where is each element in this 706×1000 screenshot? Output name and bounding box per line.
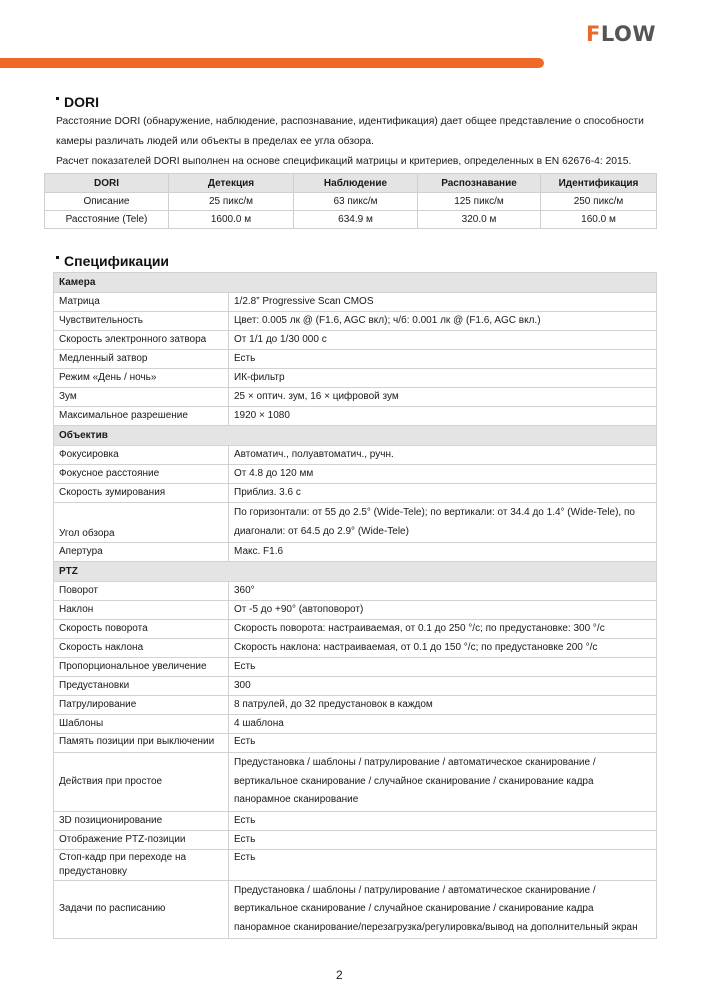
spec-key: Действия при простое (54, 753, 229, 812)
spec-value: От 1/1 до 1/30 000 с (229, 331, 657, 350)
section-header-row (54, 562, 657, 582)
spec-key: Память позиции при выключении (54, 734, 229, 753)
table-row (54, 696, 657, 715)
spec-value: Предустановка / шаблоны / патрулирование / автоматическое сканирование / вертикальное сканирование / случайное сканирование / сканирование кадра панорамное сканирование/перезагрузка/регулировка/вывод на дополнительный экран (229, 880, 657, 939)
table-row (54, 601, 657, 620)
spec-value: От -5 до +90° (автоповорот) (229, 601, 657, 620)
dori-intro-paragraph: Расчет показателей DORI выполнен на основе спецификаций матрицы и критериев, определенных в EN 62676-4: 2015. (56, 156, 632, 167)
spec-key: 3D позиционирование (54, 811, 229, 830)
section-header-row (54, 273, 657, 293)
spec-key: Шаблоны (54, 715, 229, 734)
spec-key: Медленный затвор (54, 350, 229, 369)
dori-cell: 125 пикс/м (418, 193, 541, 211)
table-row (54, 350, 657, 369)
spec-key: Скорость зумирования (54, 484, 229, 503)
dori-cell: 63 пикс/м (294, 193, 418, 211)
specs-heading-text: Спецификации (64, 253, 170, 269)
spec-key: Патрулирование (54, 696, 229, 715)
table-row (54, 312, 657, 331)
bullet-square-icon (56, 256, 59, 259)
dori-cell: 1600.0 м (169, 211, 294, 229)
table-row (54, 465, 657, 484)
dori-header-row (45, 174, 657, 193)
spec-value: Цвет: 0.005 лк @ (F1.6, AGC вкл); ч/б: 0.001 лк @ (F1.6, AGC вкл.) (229, 312, 657, 331)
spec-value: Макс. F1.6 (229, 543, 657, 562)
table-row (54, 849, 657, 880)
logo-letters: LOW (600, 22, 657, 46)
spec-key: Фокусировка (54, 446, 229, 465)
table-row (54, 543, 657, 562)
table-row (54, 484, 657, 503)
spec-key: Чувствительность (54, 312, 229, 331)
dori-header-cell: DORI (45, 174, 169, 193)
table-row (54, 446, 657, 465)
flow-logo (586, 22, 656, 46)
dori-header-cell: Распознавание (418, 174, 541, 193)
table-row (45, 211, 657, 229)
table-row (54, 639, 657, 658)
table-row (54, 677, 657, 696)
table-row (54, 293, 657, 312)
section-title: Объектив (54, 426, 657, 446)
spec-value: Есть (229, 830, 657, 849)
spec-key: Предустановки (54, 677, 229, 696)
table-row (54, 734, 657, 753)
table-row (45, 193, 657, 211)
spec-value: 300 (229, 677, 657, 696)
dori-header-cell: Детекция (169, 174, 294, 193)
spec-value: Есть (229, 811, 657, 830)
table-row (54, 620, 657, 639)
table-row (54, 331, 657, 350)
dori-intro-paragraph: Расстояние DORI (обнаружение, наблюдение, распознавание, идентификация) дает общее представление о способности камеры различать людей или объекты в пределах ее угла обзора. (56, 116, 644, 147)
spec-value: Скорость поворота: настраиваемая, от 0.1 до 250 °/с; по предустановке: 300 °/с (229, 620, 657, 639)
dori-cell: Расстояние (Tele) (45, 211, 169, 229)
table-row (54, 658, 657, 677)
dori-heading (56, 94, 99, 110)
dori-heading-text: DORI (64, 94, 99, 110)
spec-key: Матрица (54, 293, 229, 312)
spec-value: Скорость наклона: настраиваемая, от 0.1 до 150 °/с; по предустановке 200 °/с (229, 639, 657, 658)
dori-cell: 634.9 м (294, 211, 418, 229)
spec-key: Пропорциональное увеличение (54, 658, 229, 677)
spec-value: От 4.8 до 120 мм (229, 465, 657, 484)
spec-value: Автоматич., полуавтоматич., ручн. (229, 446, 657, 465)
section-title: Камера (54, 273, 657, 293)
table-row (54, 369, 657, 388)
spec-key: Апертура (54, 543, 229, 562)
dori-intro (56, 112, 676, 172)
spec-key: Стоп-кадр при переходе на предустановку (54, 849, 229, 880)
spec-key: Зум (54, 388, 229, 407)
spec-value: 1920 × 1080 (229, 407, 657, 426)
dori-cell: 160.0 м (541, 211, 657, 229)
dori-cell: 320.0 м (418, 211, 541, 229)
spec-value: Приблиз. 3.6 с (229, 484, 657, 503)
table-row (54, 811, 657, 830)
table-row (54, 407, 657, 426)
section-title: PTZ (54, 562, 657, 582)
dori-cell: 25 пикс/м (169, 193, 294, 211)
spec-key: Наклон (54, 601, 229, 620)
spec-value: 8 патрулей, до 32 предустановок в каждом (229, 696, 657, 715)
spec-key: Фокусное расстояние (54, 465, 229, 484)
spec-value: Предустановка / шаблоны / патрулирование / автоматическое сканирование / вертикальное сканирование / случайное сканирование / сканирование кадра панорамное сканирование (229, 753, 657, 812)
spec-value: ИК-фильтр (229, 369, 657, 388)
dori-table (44, 173, 657, 229)
dori-cell: 250 пикс/м (541, 193, 657, 211)
dori-header-cell: Идентификация (541, 174, 657, 193)
spec-key: Максимальное разрешение (54, 407, 229, 426)
table-row (54, 582, 657, 601)
logo-letter-f: F (586, 22, 601, 46)
section-header-row (54, 426, 657, 446)
spec-key: Скорость электронного затвора (54, 331, 229, 350)
table-row (54, 880, 657, 939)
spec-value: 25 × оптич. зум, 16 × цифровой зум (229, 388, 657, 407)
specs-heading (56, 253, 169, 269)
dori-header-cell: Наблюдение (294, 174, 418, 193)
spec-key: Угол обзора (54, 503, 229, 543)
table-row (54, 715, 657, 734)
spec-key: Скорость наклона (54, 639, 229, 658)
table-row (54, 388, 657, 407)
bullet-square-icon (56, 97, 59, 100)
spec-value: 4 шаблона (229, 715, 657, 734)
page-number: 2 (336, 968, 343, 982)
spec-key: Режим «День / ночь» (54, 369, 229, 388)
spec-key: Отображение PTZ-позиции (54, 830, 229, 849)
spec-key: Поворот (54, 582, 229, 601)
spec-key: Задачи по расписанию (54, 880, 229, 939)
table-row (54, 753, 657, 812)
spec-value: Есть (229, 658, 657, 677)
spec-value: Есть (229, 350, 657, 369)
spec-value: Есть (229, 734, 657, 753)
header-accent-bar (0, 58, 544, 68)
spec-value: По горизонтали: от 55 до 2.5° (Wide-Tele); по вертикали: от 34.4 до 1.4° (Wide-Tele), по диагонали: от 64.5 до 2.9° (Wide-Tele) (229, 503, 657, 543)
spec-key: Скорость поворота (54, 620, 229, 639)
spec-value: 360° (229, 582, 657, 601)
spec-value: Есть (229, 849, 657, 880)
spec-value: 1/2.8” Progressive Scan CMOS (229, 293, 657, 312)
table-row (54, 503, 657, 543)
specs-table (53, 272, 657, 939)
dori-cell: Описание (45, 193, 169, 211)
table-row (54, 830, 657, 849)
